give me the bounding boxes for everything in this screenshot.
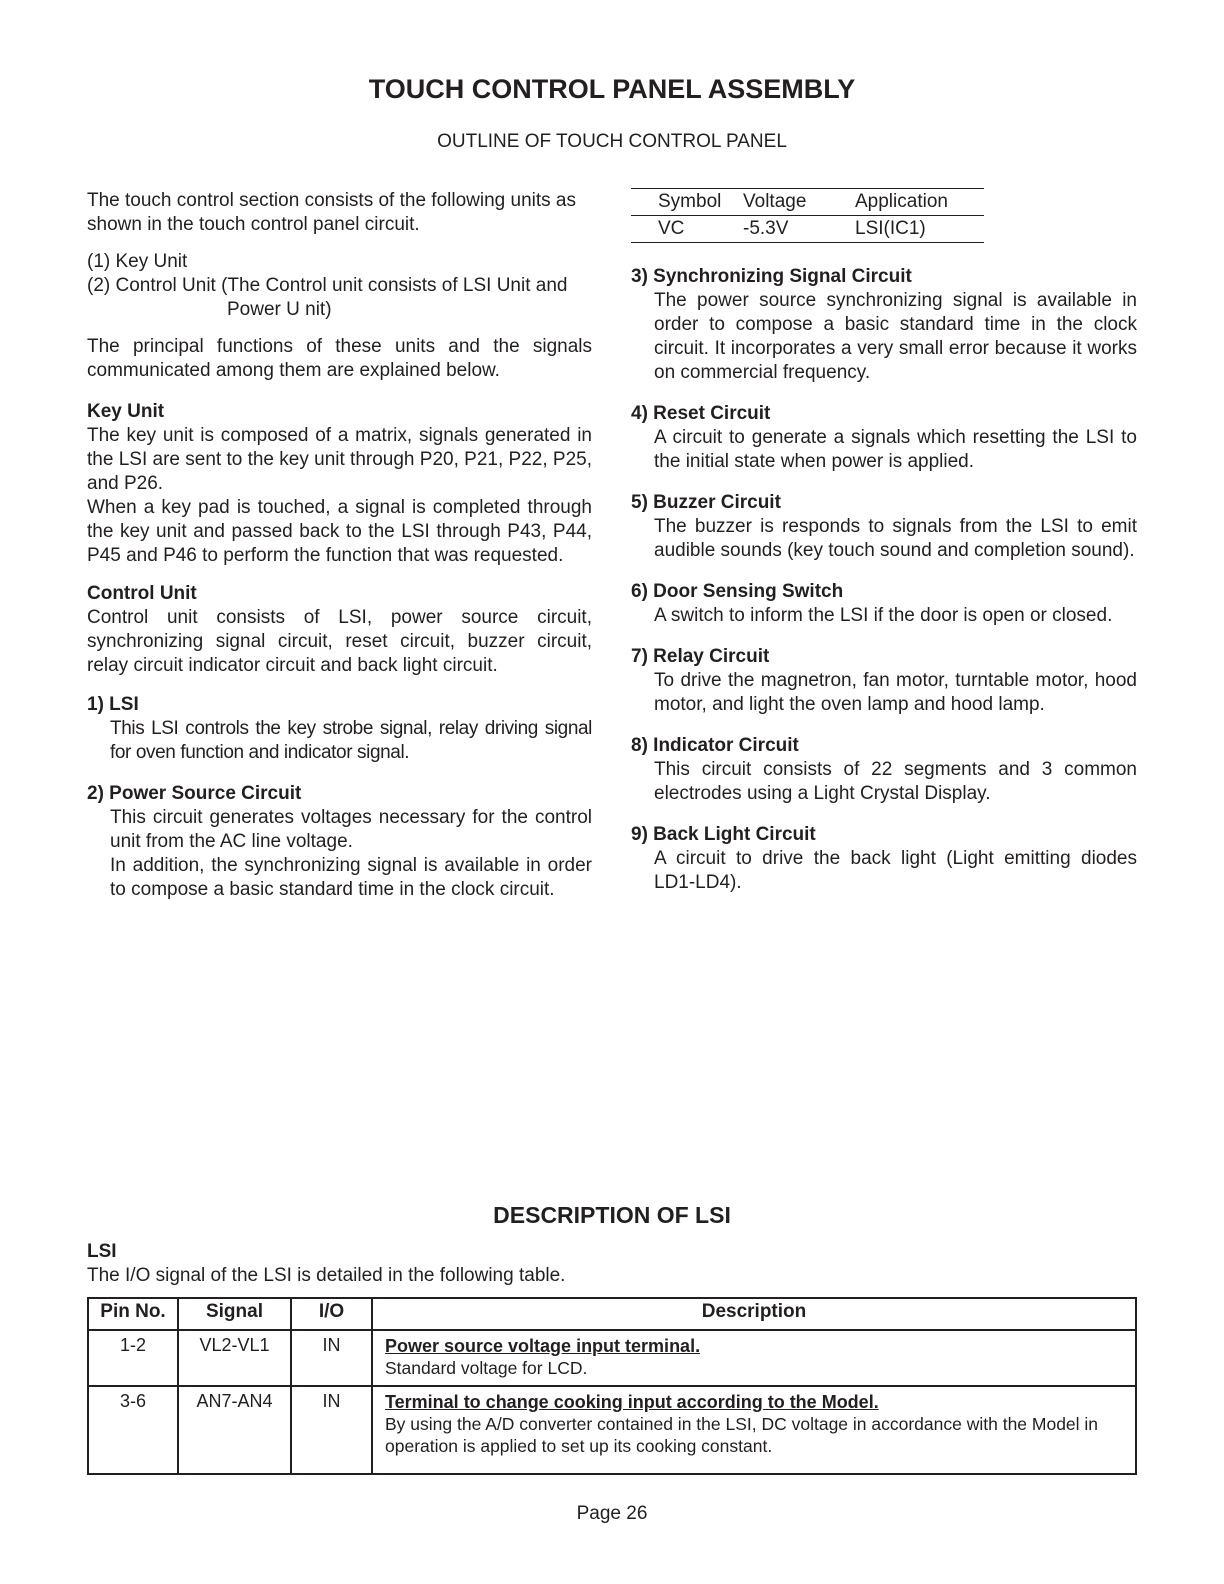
description-text: Standard voltage for LCD.	[385, 1358, 588, 1378]
section-text: The power source synchronizing signal is available in order to compose a basic standard time in the clock circuit. It incorporates a very small error because it works on commercial frequency.	[654, 290, 1137, 383]
key-unit-text-1: The key unit is composed of a matrix, signals generated in the LSI are sent to the key unit through P20, P21, P22, P25, and P26.	[87, 425, 592, 494]
buzzer-circuit-section	[631, 491, 1137, 563]
reset-circuit-section	[631, 402, 1137, 474]
principal-paragraph: The principal functions of these units and the signals communicated among them are explained below.	[87, 336, 592, 381]
list-item	[87, 274, 592, 298]
list-text: Key Unit	[115, 251, 188, 272]
section-text: A circuit to generate a signals which resetting the LSI to the initial state when power is applied.	[654, 427, 1137, 472]
io-cell: IN	[291, 1386, 372, 1474]
indicator-circuit-section	[631, 734, 1137, 806]
list-item	[87, 250, 592, 274]
back-light-section	[631, 823, 1137, 895]
table-cell: -5.3V	[743, 218, 789, 239]
description-cell	[372, 1330, 1136, 1386]
section-heading: 6) Door Sensing Switch	[631, 581, 844, 602]
list-number: (2)	[87, 275, 116, 296]
section-text: A switch to inform the LSI if the door is open or closed.	[654, 605, 1113, 626]
lsi-subheading: LSI	[87, 1241, 117, 1262]
power-source-heading: 2) Power Source Circuit	[87, 783, 302, 804]
lsi-heading: 1) LSI	[87, 694, 139, 715]
lsi-section-title: DESCRIPTION OF LSI	[493, 1202, 731, 1228]
pin-cell: 3-6	[88, 1386, 178, 1474]
section-text: A circuit to drive the back light (Light emitting diodes LD1-LD4).	[654, 848, 1137, 893]
key-unit-heading: Key Unit	[87, 401, 165, 422]
page-number: Page 26	[576, 1503, 648, 1524]
table-header-cell: Description	[372, 1298, 1136, 1330]
key-unit-text-2: When a key pad is touched, a signal is completed through the key unit and passed back to the LSI through P43, P44, P45 and P46 to perform the function that was requested.	[87, 497, 592, 566]
control-unit-text: Control unit consists of LSI, power source circuit, synchronizing signal circuit, reset circuit, buzzer circuit, relay circuit indicator circuit and back light circuit.	[87, 607, 592, 676]
section-heading: 4) Reset Circuit	[631, 403, 771, 424]
page-subtitle: OUTLINE OF TOUCH CONTROL PANEL	[437, 131, 787, 152]
description-heading: Terminal to change cooking input according to the Model.	[385, 1392, 879, 1412]
units-list	[87, 250, 592, 322]
table-header-cell: I/O	[291, 1298, 372, 1330]
table-header-row	[631, 189, 984, 216]
list-continuation: Power U nit)	[227, 299, 332, 320]
power-source-text-2: In addition, the synchronizing signal is available in order to compose a basic standard time in the clock circuit.	[110, 855, 592, 900]
relay-circuit-section	[631, 645, 1137, 717]
table-row	[88, 1330, 1136, 1386]
left-column	[87, 189, 592, 902]
table-cell: LSI(IC1)	[855, 218, 926, 239]
page-title: TOUCH CONTROL PANEL ASSEMBLY	[368, 74, 856, 104]
table-header-cell: Signal	[178, 1298, 291, 1330]
key-unit-section	[87, 400, 592, 568]
table-header-cell: Voltage	[743, 191, 807, 212]
table-header-cell: Symbol	[658, 191, 722, 212]
symbol-table	[631, 188, 984, 243]
control-unit-section	[87, 582, 592, 678]
section-text: The buzzer is responds to signals from the LSI to emit audible sounds (key touch sound and completion sound).	[654, 516, 1137, 561]
section-heading: 9) Back Light Circuit	[631, 824, 816, 845]
lsi-intro: The I/O signal of the LSI is detailed in the following table.	[87, 1265, 566, 1286]
table-header-row	[88, 1298, 1136, 1330]
description-text: By using the A/D converter contained in the LSI, DC voltage in accordance with the Model in operation is applied to set up its cooking constant.	[385, 1414, 1099, 1456]
control-unit-heading: Control Unit	[87, 583, 197, 604]
power-source-text-1: This circuit generates voltages necessary for the control unit from the AC line voltage.	[110, 807, 592, 852]
section-heading: 8) Indicator Circuit	[631, 735, 799, 756]
sync-signal-section	[631, 265, 1137, 385]
power-source-section	[87, 782, 592, 902]
pin-cell: 1-2	[88, 1330, 178, 1386]
section-heading: 3) Synchronizing Signal Circuit	[631, 266, 912, 287]
intro-paragraph: The touch control section consists of the following units as shown in the touch control panel circuit.	[87, 190, 576, 235]
section-text: This circuit consists of 22 segments and 3 common electrodes using a Light Crystal Display.	[654, 759, 1137, 804]
section-heading: 5) Buzzer Circuit	[631, 492, 781, 513]
description-cell	[372, 1386, 1136, 1474]
lsi-io-table	[87, 1297, 1137, 1475]
table-header-cell: Pin No.	[88, 1298, 178, 1330]
table-header-cell: Application	[855, 191, 948, 212]
list-text: Control Unit (The Control unit consists of LSI Unit and	[115, 275, 568, 296]
door-sensing-section	[631, 580, 1137, 628]
right-column	[631, 188, 1137, 895]
section-heading: 7) Relay Circuit	[631, 646, 770, 667]
signal-cell: AN7-AN4	[178, 1386, 291, 1474]
lsi-section	[87, 693, 592, 765]
table-cell: VC	[658, 218, 685, 239]
table-row	[88, 1386, 1136, 1474]
signal-cell: VL2-VL1	[178, 1330, 291, 1386]
table-row	[631, 216, 984, 243]
list-number: (1)	[87, 251, 116, 272]
io-cell: IN	[291, 1330, 372, 1386]
section-text: To drive the magnetron, fan motor, turntable motor, hood motor, and light the oven lamp and hood lamp.	[654, 670, 1137, 715]
description-heading: Power source voltage input terminal.	[385, 1336, 701, 1356]
lsi-text: This LSI controls the key strobe signal, relay driving signal for oven function and indicator signal.	[110, 718, 592, 763]
